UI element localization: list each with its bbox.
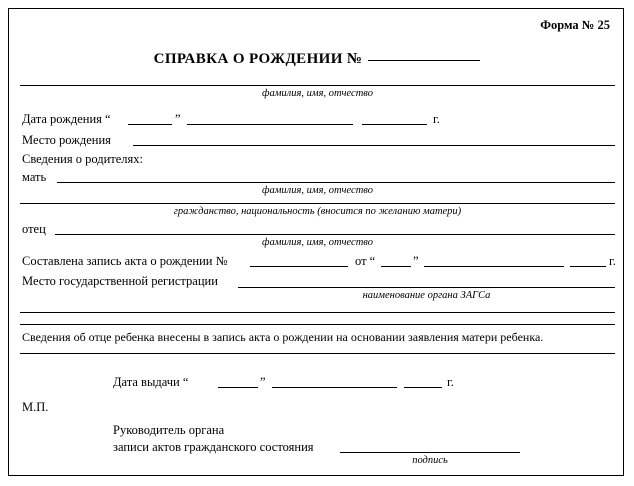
rule-birth-place: [133, 145, 615, 146]
head-organ-line-2: записи актов гражданского состояния: [113, 440, 314, 454]
birth-date-quote: ”: [175, 112, 181, 126]
rule-birth-month: [187, 124, 353, 125]
rule-issue-month: [272, 387, 397, 388]
form-number: Форма № 25: [540, 18, 610, 32]
act-record-label: Составлена запись акта о рождении №: [22, 254, 228, 268]
rule-birth-year: [362, 124, 427, 125]
rule-mother-fio: [57, 182, 615, 183]
mp-label: М.П.: [22, 400, 49, 414]
caption-fio-father: фамилия, имя, отчество: [262, 237, 373, 248]
registration-place-label: Место государственной регистрации: [22, 274, 218, 288]
father-note: Сведения об отце ребенка внесены в запись акта о рождении на основании заявления матери ребенка.: [22, 330, 544, 344]
caption-citizenship: гражданство, национальность (вносится по желанию матери): [173, 206, 462, 217]
rule-separator-top: [20, 312, 615, 313]
issue-date-label: Дата выдачи “: [113, 375, 189, 389]
rule-issue-year: [404, 387, 442, 388]
act-record-from: от “: [355, 254, 376, 268]
rule-issue-day: [218, 387, 258, 388]
father-label: отец: [22, 222, 46, 236]
birth-date-year-suffix: г.: [433, 112, 440, 126]
birth-date-label: Дата рождения “: [22, 112, 111, 126]
rule-separator-bottom: [20, 324, 615, 325]
rule-act-year: [570, 266, 606, 267]
issue-date-year-suffix: г.: [447, 375, 454, 389]
rule-act-number: [250, 266, 348, 267]
page-title: [0, 48, 634, 68]
page-title-text: СПРАВКА О РОЖДЕНИИ №: [153, 51, 363, 67]
rule-separator-note: [20, 353, 615, 354]
issue-date-quote: ”: [260, 375, 266, 389]
rule-registration-place: [238, 287, 615, 288]
parents-label: Сведения о родителях:: [22, 152, 143, 166]
rule-citizenship: [20, 203, 615, 204]
birth-place-label: Место рождения: [22, 133, 111, 147]
act-record-year-suffix: г.: [609, 254, 616, 268]
title-number-blank: [368, 48, 480, 61]
head-organ-line-1: Руководитель органа: [113, 423, 225, 437]
rule-birth-day: [128, 124, 172, 125]
act-record-quote: ”: [413, 254, 419, 268]
caption-signature: подпись: [412, 455, 448, 466]
rule-act-day: [381, 266, 411, 267]
rule-signature: [340, 452, 520, 453]
mother-label: мать: [22, 170, 47, 184]
rule-father-fio: [55, 234, 615, 235]
rule-fio-1: [20, 85, 615, 86]
caption-fio-1: фамилия, имя, отчество: [262, 88, 373, 99]
rule-act-month: [424, 266, 564, 267]
caption-zags-organ: наименование органа ЗАГСа: [362, 290, 491, 301]
caption-fio-mother: фамилия, имя, отчество: [262, 185, 373, 196]
